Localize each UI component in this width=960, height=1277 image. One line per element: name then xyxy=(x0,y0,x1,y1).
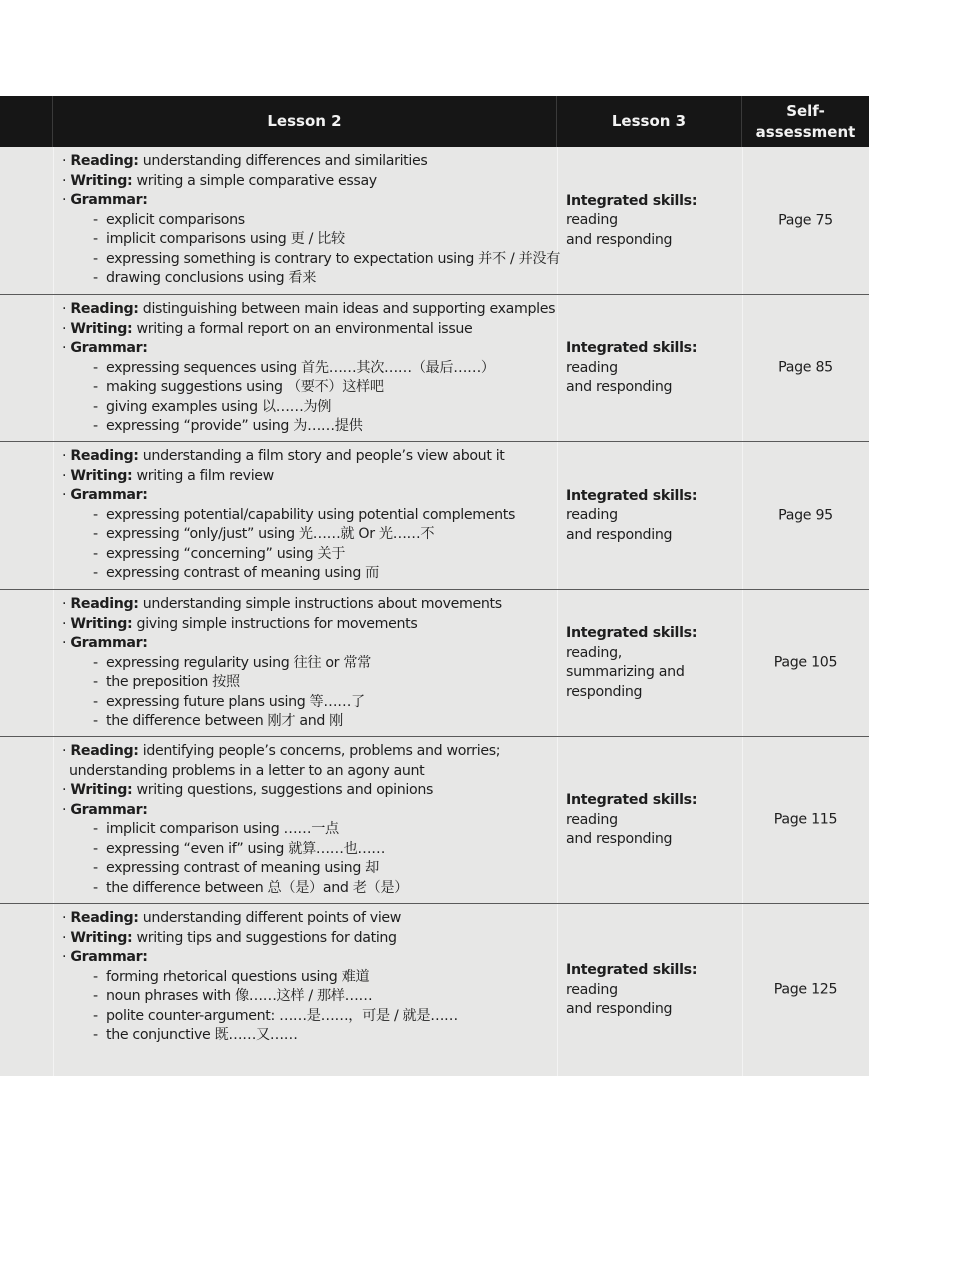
grammar-item xyxy=(62,948,554,968)
header-lesson-3: Lesson 3 xyxy=(557,96,742,147)
header-self-assessment-line2: assessment xyxy=(755,122,856,141)
grammar-point xyxy=(62,879,554,899)
writing-item xyxy=(62,172,554,192)
lesson-3-text: reading xyxy=(566,359,618,376)
grammar-label: Grammar: xyxy=(70,949,148,965)
lesson-3-text: responding xyxy=(566,683,643,700)
bullet: · xyxy=(62,340,67,356)
header-self-assessment xyxy=(742,96,869,147)
bullet: · xyxy=(62,635,67,651)
writing-label: Writing: xyxy=(70,929,133,946)
bullet: · xyxy=(62,801,67,818)
grammar-point xyxy=(62,859,554,879)
grammar-point-text: expressing sequences using 首先……其次……（最后……） xyxy=(106,359,495,376)
grammar-point xyxy=(62,654,554,674)
grammar-point xyxy=(62,230,554,250)
grammar-item xyxy=(62,191,554,211)
reading-text: understanding simple instructions about movements xyxy=(138,596,502,612)
dash: - xyxy=(93,840,98,857)
lesson-3-text: summarizing and xyxy=(566,664,685,680)
column-divider xyxy=(53,590,54,736)
grammar-point xyxy=(62,378,554,398)
dash: - xyxy=(93,1027,98,1043)
reading-text: understanding differences and similarities xyxy=(138,153,428,169)
column-divider xyxy=(557,442,558,589)
grammar-point xyxy=(62,564,554,584)
reading-label: Reading: xyxy=(70,301,139,317)
dash: - xyxy=(93,860,98,876)
table-row xyxy=(0,294,869,441)
writing-label: Writing: xyxy=(70,172,133,189)
grammar-point xyxy=(62,840,554,860)
lesson-3-text: and responding xyxy=(566,378,673,395)
reading-text: understanding different points of view xyxy=(138,910,402,926)
lesson-2-cell xyxy=(62,152,561,289)
reading-item xyxy=(62,909,554,929)
writing-item xyxy=(62,320,554,340)
bullet: · xyxy=(62,172,67,189)
grammar-item xyxy=(62,634,554,654)
bullet: · xyxy=(62,301,67,317)
lesson-3-cell xyxy=(566,624,736,702)
table-row xyxy=(0,589,869,736)
reading-label: Reading: xyxy=(70,743,139,759)
bullet: · xyxy=(62,929,67,946)
self-assessment-page-link[interactable]: Page 115 xyxy=(773,811,838,828)
bullet: · xyxy=(62,153,67,169)
reading-text: distinguishing between main ideas and supporting examples xyxy=(138,301,556,317)
grammar-point-text: expressing “concerning” using 关于 xyxy=(106,545,346,562)
lesson-3-text: reading xyxy=(566,506,618,523)
writing-text: writing a film review xyxy=(132,467,274,484)
dash: - xyxy=(93,359,98,376)
grammar-point-text: the difference between 刚才 and 刚 xyxy=(106,713,344,729)
reading-text: understanding a film story and people’s view about it xyxy=(138,448,505,464)
bullet: · xyxy=(62,615,67,632)
bullet: · xyxy=(62,192,67,208)
grammar-point xyxy=(62,211,554,231)
grammar-point xyxy=(62,712,554,732)
self-assessment-page-link[interactable]: Page 105 xyxy=(773,654,838,671)
grammar-label: Grammar: xyxy=(70,340,148,356)
lesson-3-cell xyxy=(566,191,736,250)
lesson-2-cell xyxy=(62,447,554,584)
bullet: · xyxy=(62,949,67,965)
grammar-point xyxy=(62,968,554,988)
grammar-point-text: the difference between 总（是）and 老（是） xyxy=(106,879,409,896)
grammar-point xyxy=(62,1026,554,1046)
bullet: · xyxy=(62,743,67,759)
lesson-2-cell xyxy=(62,300,554,437)
column-divider xyxy=(53,904,54,1076)
dash: - xyxy=(93,713,98,729)
writing-item xyxy=(62,781,554,801)
grammar-point xyxy=(62,820,554,840)
grammar-label: Grammar: xyxy=(70,635,148,651)
writing-text: writing a simple comparative essay xyxy=(132,172,377,189)
grammar-point xyxy=(62,359,554,379)
grammar-point-text: expressing something is contrary to expectation using 并不 / 并没有 xyxy=(106,250,561,267)
grammar-point-text: implicit comparisons using 更 / 比较 xyxy=(106,231,345,247)
grammar-point-text: polite counter-argument: ……是……，可是 / 就是…… xyxy=(106,1007,458,1024)
writing-label: Writing: xyxy=(70,320,133,337)
grammar-point xyxy=(62,545,554,565)
grammar-point-text: expressing contrast of meaning using 却 xyxy=(106,860,379,876)
dash: - xyxy=(93,250,98,267)
integrated-skills-label: Integrated skills: xyxy=(566,791,698,808)
integrated-skills-label: Integrated skills: xyxy=(566,961,698,978)
reading-label: Reading: xyxy=(70,910,139,926)
table-row xyxy=(0,147,869,294)
dash: - xyxy=(93,270,98,286)
lesson-3-cell xyxy=(566,961,736,1020)
column-divider xyxy=(557,904,558,1076)
integrated-skills-label: Integrated skills: xyxy=(566,487,698,504)
grammar-point-text: the conjunctive 既……又…… xyxy=(106,1027,298,1043)
writing-text: giving simple instructions for movements xyxy=(132,615,418,632)
reading-item xyxy=(62,152,554,172)
dash: - xyxy=(93,879,98,896)
reading-item xyxy=(62,447,554,467)
bullet: · xyxy=(62,596,67,612)
header-blank-cell xyxy=(0,96,53,147)
lesson-3-cell xyxy=(566,486,736,545)
lesson-3-text: reading xyxy=(566,981,618,998)
grammar-point-text: expressing potential/capability using potential complements xyxy=(106,506,516,523)
reading-label: Reading: xyxy=(70,596,139,612)
grammar-point xyxy=(62,417,554,437)
dash: - xyxy=(93,231,98,247)
grammar-point xyxy=(62,987,554,1007)
grammar-point xyxy=(62,269,554,289)
reading-text: identifying people’s concerns, problems and worries; xyxy=(138,743,501,759)
integrated-skills-label: Integrated skills: xyxy=(566,625,698,641)
dash: - xyxy=(93,674,98,690)
table-row xyxy=(0,441,869,589)
integrated-skills-label: Integrated skills: xyxy=(566,339,698,356)
lesson-3-text: reading xyxy=(566,211,618,228)
lesson-3-text: and responding xyxy=(566,1000,673,1017)
writing-label: Writing: xyxy=(70,615,133,632)
grammar-point-text: expressing contrast of meaning using 而 xyxy=(106,565,379,581)
grammar-point xyxy=(62,693,554,713)
lesson-3-cell xyxy=(566,339,736,398)
dash: - xyxy=(93,418,98,434)
column-divider xyxy=(53,442,54,589)
writing-item xyxy=(62,615,554,635)
grammar-item xyxy=(62,339,554,359)
self-assessment-page-link[interactable]: Page 95 xyxy=(778,506,833,523)
dash: - xyxy=(93,693,98,710)
grammar-point-text: making suggestions using （要不）这样吧 xyxy=(106,379,384,395)
reading-label: Reading: xyxy=(70,153,139,169)
reading-item xyxy=(62,300,554,320)
reading-item xyxy=(62,742,554,762)
grammar-point-text: expressing “provide” using 为……提供 xyxy=(106,418,363,434)
writing-label: Writing: xyxy=(70,782,133,798)
grammar-item xyxy=(62,486,554,506)
column-divider xyxy=(53,147,54,294)
grammar-point xyxy=(62,673,554,693)
dash: - xyxy=(93,1007,98,1024)
bullet: · xyxy=(62,487,67,503)
dash: - xyxy=(93,211,98,228)
lesson-3-text: reading, xyxy=(566,644,622,661)
dash: - xyxy=(93,821,98,837)
dash: - xyxy=(93,545,98,562)
reading-continuation: understanding problems in a letter to an agony aunt xyxy=(69,762,425,779)
writing-text: writing questions, suggestions and opinions xyxy=(132,782,434,798)
self-assessment-page-link[interactable]: Page 125 xyxy=(773,981,838,998)
grammar-point-text: noun phrases with 像……这样 / 那样…… xyxy=(106,988,373,1004)
dash: - xyxy=(93,526,98,542)
grammar-point-text: expressing future plans using 等……了 xyxy=(106,693,365,710)
grammar-label: Grammar: xyxy=(70,487,148,503)
self-assessment-page-link[interactable]: Page 75 xyxy=(778,211,833,228)
writing-text: writing a formal report on an environmental issue xyxy=(132,320,473,337)
lesson-2-cell xyxy=(62,742,554,898)
grammar-point-text: implicit comparison using ……一点 xyxy=(106,821,339,837)
table-row xyxy=(0,736,869,903)
lesson-3-text: and responding xyxy=(566,526,673,543)
grammar-point-text: forming rhetorical questions using 难道 xyxy=(106,968,370,985)
grammar-point-text: the preposition 按照 xyxy=(106,674,240,690)
grammar-point xyxy=(62,250,561,270)
grammar-point-text: giving examples using 以……为例 xyxy=(106,398,332,415)
grammar-point xyxy=(62,1007,554,1027)
dash: - xyxy=(93,506,98,523)
header-lesson-2: Lesson 2 xyxy=(53,96,557,147)
lesson-2-cell xyxy=(62,909,554,1046)
dash: - xyxy=(93,968,98,985)
table-body xyxy=(0,147,869,1076)
dash: - xyxy=(93,988,98,1004)
writing-text: writing tips and suggestions for dating xyxy=(132,929,397,946)
self-assessment-page-link[interactable]: Page 85 xyxy=(778,359,833,376)
integrated-skills-label: Integrated skills: xyxy=(566,192,698,209)
table-row xyxy=(0,903,869,1076)
column-divider xyxy=(557,590,558,736)
column-divider xyxy=(557,295,558,441)
bullet: · xyxy=(62,448,67,464)
column-divider xyxy=(53,295,54,441)
table-header xyxy=(0,96,869,147)
column-divider xyxy=(557,147,558,294)
lesson-3-text: and responding xyxy=(566,830,673,847)
lesson-3-cell xyxy=(566,791,736,850)
column-divider xyxy=(53,737,54,903)
lesson-overview-table xyxy=(0,96,869,1076)
reading-item xyxy=(62,595,554,615)
grammar-item xyxy=(62,801,554,821)
grammar-point xyxy=(62,525,554,545)
header-self-assessment-line1: Self- xyxy=(786,101,825,120)
grammar-point-text: drawing conclusions using 看来 xyxy=(106,270,317,286)
dash: - xyxy=(93,379,98,395)
bullet: · xyxy=(62,910,67,926)
grammar-point-text: expressing “only/just” using 光……就 Or 光……不 xyxy=(106,526,435,542)
bullet: · xyxy=(62,782,67,798)
dash: - xyxy=(93,398,98,415)
grammar-point xyxy=(62,506,554,526)
writing-label: Writing: xyxy=(70,467,133,484)
grammar-point xyxy=(62,398,554,418)
writing-item xyxy=(62,929,554,949)
column-divider xyxy=(557,737,558,903)
grammar-point-text: expressing “even if” using 就算……也…… xyxy=(106,840,386,857)
writing-item xyxy=(62,467,554,487)
lesson-3-text: reading xyxy=(566,811,618,828)
grammar-point-text: expressing regularity using 往往 or 常常 xyxy=(106,654,372,671)
bullet: · xyxy=(62,320,67,337)
bullet: · xyxy=(62,467,67,484)
grammar-point-text: explicit comparisons xyxy=(106,211,245,228)
lesson-3-text: and responding xyxy=(566,231,673,248)
grammar-label: Grammar: xyxy=(70,192,148,208)
grammar-label: Grammar: xyxy=(70,801,148,818)
reading-label: Reading: xyxy=(70,448,139,464)
dash: - xyxy=(93,565,98,581)
dash: - xyxy=(93,654,98,671)
lesson-2-cell xyxy=(62,595,554,732)
